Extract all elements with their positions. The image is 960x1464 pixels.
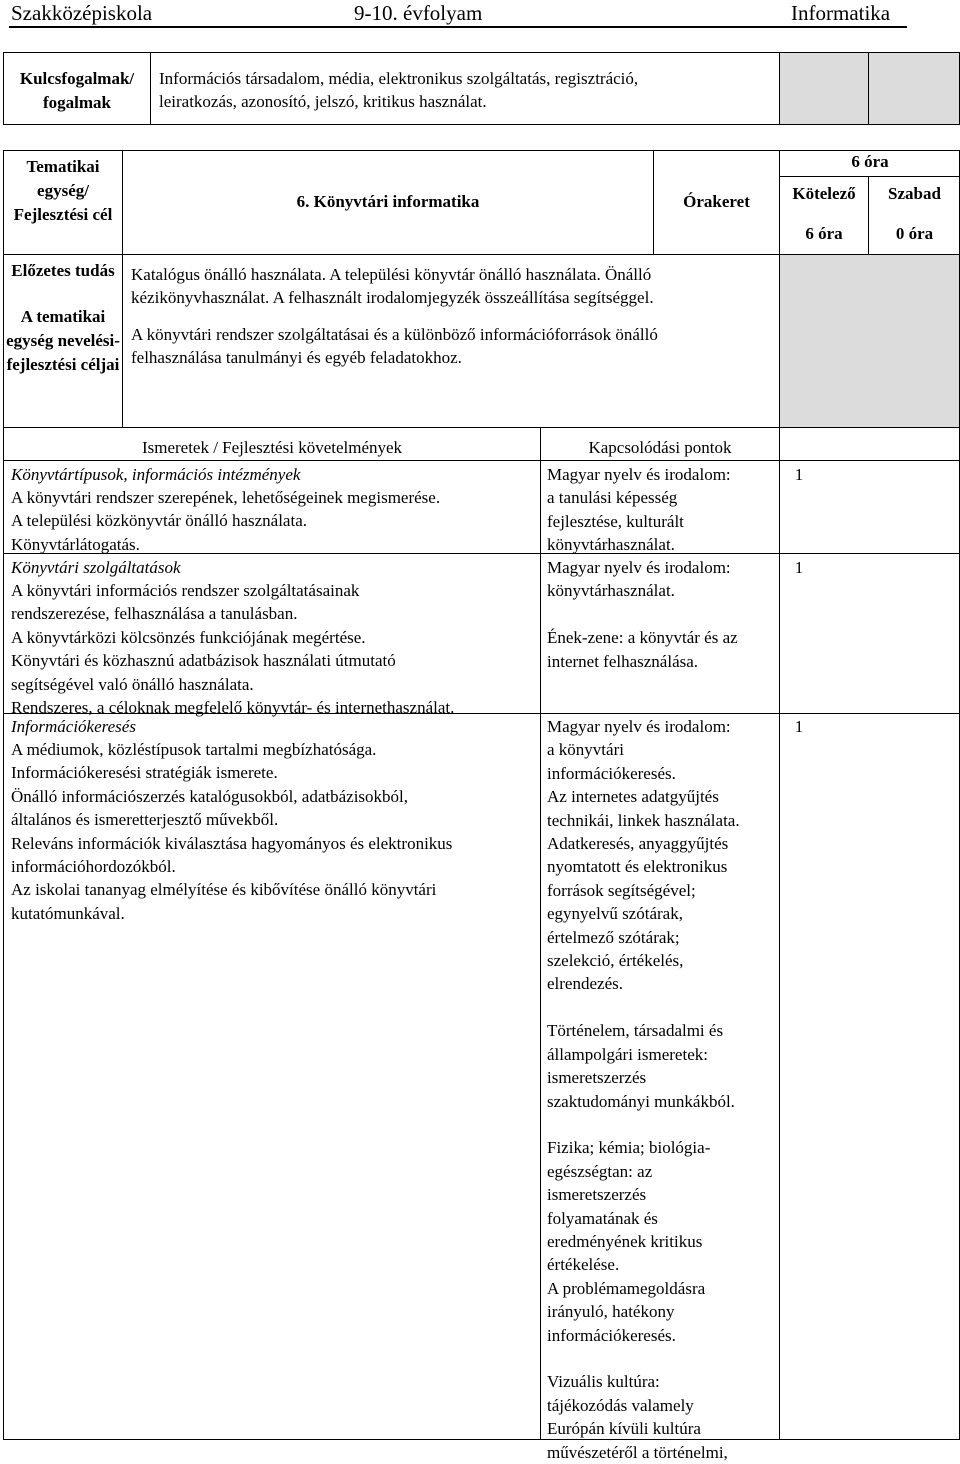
row1-links: Magyar nyelv és irodalom: a tanulási képesség fejlesztése, kulturált könyvtárhasználat. (547, 465, 731, 555)
row2-heading: Könyvtári szolgáltatások (11, 558, 181, 577)
keywords-label: Kulcsfogalmak/ fogalmak (19, 69, 135, 112)
free-hours: 0 óra (895, 224, 934, 243)
row3-heading: Információkeresés (11, 717, 136, 736)
header-subject: Informatika (791, 1, 891, 25)
mandatory-hours: 6 óra (805, 224, 843, 243)
prior-label: Előzetes tudás (11, 261, 115, 280)
keywords-text: Információs társadalom, média, elektronikus szolgáltatás, regisztráció, leiratkozás, azonosító, jelszó, kritikus használat. (159, 69, 639, 112)
col-requirements-header: Ismeretek / Fejlesztési követelmények (141, 438, 403, 457)
row1-heading: Könyvtártípusok, információs intézmények (11, 465, 301, 484)
row3-hours: 1 (794, 717, 804, 736)
header-rule (9, 26, 907, 28)
row3-links: Magyar nyelv és irodalom: a könyvtári információkeresés. Az internetes adatgyűjtés technikái, linkek használata. Adatkeresés, anyaggyűjtés nyomtatott és elektronikus források segítségével; egynyelvű szótárak, értelmező szótárak; szelekció, értékelés, elrendezés. Történelem, társadalmi és állampolgári ismeretek: ismeretszerzés szaktudományi munkákból. Fizika; kémia; biológia- egészségtan: az ismeretszerzés folyamatának és eredményének kritikus értékelése. A problémamegoldásra irányuló, hatékony információkeresés. Vizuális kultúra: tájékozódás valamely Európán kívüli kultúra művészetéről a történelmi, (547, 717, 740, 1462)
row2-links: Magyar nyelv és irodalom: könyvtárhasználat. Ének-zene: a könyvtár és az internet felhasználása. (547, 558, 738, 671)
row2-hours: 1 (794, 558, 804, 577)
header-school: Szakközépiskola (11, 1, 153, 25)
goals-gray-cell (779, 255, 959, 427)
row1-hours: 1 (794, 465, 804, 484)
row1-body: A könyvtári rendszer szerepének, lehetőségeinek megismerése. A települési közkönyvtár önálló használata. Könyvtárlátogatás. (11, 488, 441, 554)
goals-text: A könyvtári rendszer szolgáltatásai és a különböző információforrások önálló felhasználása tanulmányi és egyéb feladatokhoz. (131, 325, 658, 368)
goals-label: A tematikai egység nevelési- fejlesztési céljai (6, 307, 120, 374)
row2-body: A könyvtári információs rendszer szolgáltatásainak rendszerezése, felhasználása a tanulásban. A könyvtárközi kölcsönzés funkciójának megértése. Könyvtári és közhasznú adatbázisok használati útmutató segítségével való önálló használata. Rendszeres, a céloknak megfelelő könyvtár- és internethasználat. (11, 581, 455, 718)
frame-label: Órakeret (683, 192, 750, 211)
unit-label: Tematikai egység/ Fejlesztési cél (13, 157, 113, 224)
prior-text: Katalógus önálló használata. A települési könyvtár önálló használata. Önálló kézikönyvhasználat. A felhasznált irodalomjegyzék összeállítása segítséggel. (131, 265, 654, 308)
hours-total: 6 óra (851, 152, 889, 171)
row3-body: A médiumok, közléstípusok tartalmi megbízhatósága. Információkeresési stratégiák ismerete. Önálló információszerzés katalógusokból, adatbázisokból, általános és ismeretterjesztő művekből. Releváns információk kiválasztása hagyományos és elektronikus információhordozókból. Az iskolai tananyag elmélyítése és kibővítése önálló könyvtári kutatómunkával. (11, 740, 453, 923)
keywords-gray-cells (779, 53, 959, 124)
free-label: Szabad (888, 184, 941, 203)
unit-title: 6. Könyvtári informatika (296, 192, 480, 211)
col-links-header: Kapcsolódási pontok (588, 438, 732, 457)
header-grade: 9-10. évfolyam (354, 1, 483, 25)
mandatory-label: Kötelező (792, 184, 856, 203)
